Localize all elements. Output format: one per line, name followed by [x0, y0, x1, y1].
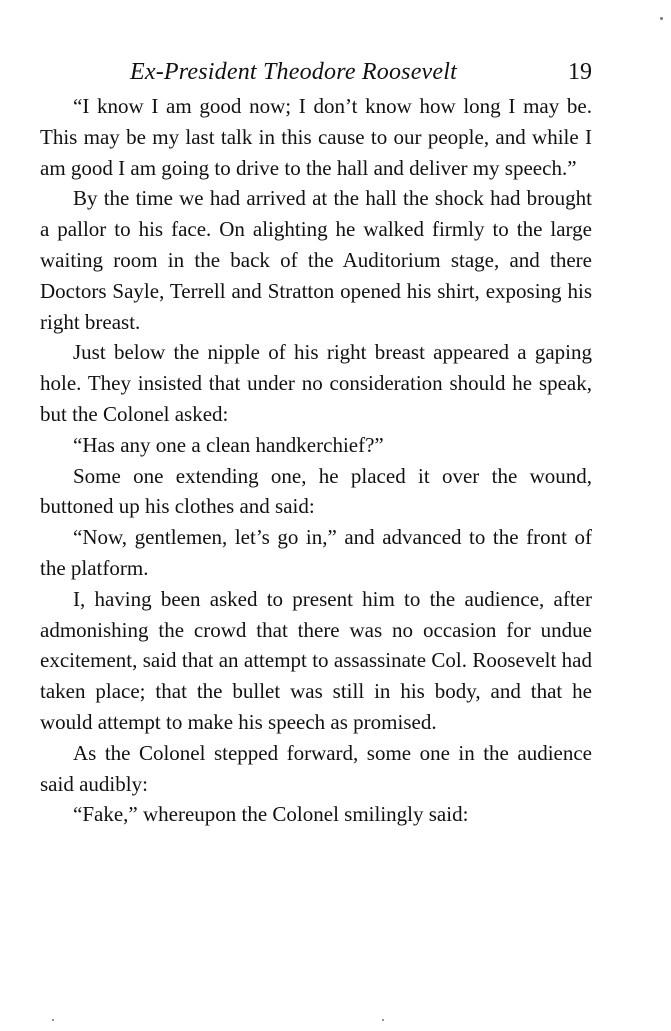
paragraph-7: I, having been asked to present him to the audience, after admonishing the crowd that there was no occasion for undue excitement, said that an attempt to assassinate Col. Roosevelt had taken place; that the bullet was still in his body, and that he would attempt to make his speech as promised.	[40, 586, 592, 734]
paragraph-2: By the time we had arrived at the hall the shock had brought a pallor to his face. On alighting he walked firmly to the large waiting room in the back of the Auditorium stage, and there Doctors Sayle, Terrell and Stratton opened his shirt, exposing his right breast.	[40, 186, 592, 334]
running-title: Ex-President Theodore Roosevelt	[130, 59, 457, 85]
scan-speck-bottom-left	[52, 1019, 54, 1021]
paragraph-3: Just below the nipple of his right breast appeared a gaping hole. They insisted that under no consideration should he speak, but the Colonel asked:	[40, 340, 592, 426]
paragraph-9: “Fake,” whereupon the Colonel smilingly said:	[73, 802, 469, 827]
scan-speck-bottom-center	[382, 1019, 384, 1021]
body-text	[40, 91, 592, 830]
paragraph-8: As the Colonel stepped forward, some one in the audience said audibly:	[40, 740, 592, 796]
page-number: 19	[568, 59, 592, 85]
scan-speck-top-right	[660, 17, 663, 20]
paragraph-6: “Now, gentlemen, let’s go in,” and advanced to the front of the platform.	[40, 525, 592, 580]
paragraph-1: “I know I am good now; I don’t know how long I may be. This may be my last talk in this cause to our people, and while I am good I am going to drive to the hall and deliver my speech.”	[40, 94, 592, 180]
running-header	[40, 52, 592, 92]
paragraph-4: “Has any one a clean handkerchief?”	[73, 432, 384, 457]
book-page	[40, 52, 592, 830]
paragraph-5: Some one extending one, he placed it over the wound, buttoned up his clothes and said:	[40, 463, 592, 519]
